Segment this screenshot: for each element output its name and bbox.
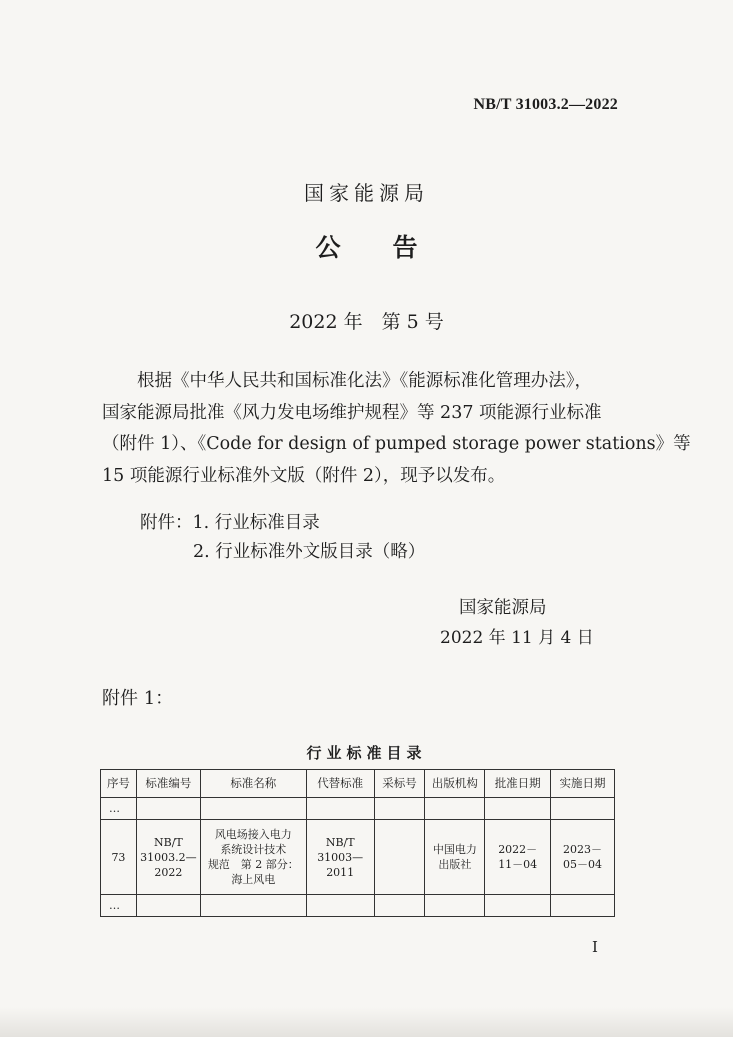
column-header: 实施日期	[551, 770, 615, 798]
appendix-label: 附件 1：	[102, 688, 174, 709]
ellipsis-cell: …	[101, 798, 137, 820]
body-line: 15 项能源行业标准外文版（附件 2），现予以发布。	[102, 465, 506, 486]
table-row-ellipsis	[101, 798, 615, 820]
name-cell: 风电场接入电力 系统设计技术 规范 第 2 部分： 海上风电	[200, 820, 306, 895]
signature-org: 国家能源局	[459, 598, 547, 618]
replaced-cell: NB/T 31003— 2011	[306, 820, 374, 895]
attachment-item: 附件：1. 行业标准目录	[140, 513, 320, 533]
standard-code: NB/T 31003.2—2022	[473, 96, 618, 113]
seq-cell: 73	[101, 820, 137, 895]
table-row-ellipsis	[101, 895, 615, 917]
standards-table	[100, 769, 615, 917]
column-header: 标准名称	[200, 770, 306, 798]
body-line: 国家能源局批准《风力发电场维护规程》等 237 项能源行业标准	[102, 402, 602, 423]
signature-date: 2022 年 11 月 4 日	[440, 628, 594, 648]
agency-title: 国家能源局	[304, 181, 429, 205]
effective-date-cell: 2023－ 05－04	[551, 820, 615, 895]
notice-body	[102, 366, 691, 492]
publisher-cell: 中国电力 出版社	[425, 820, 485, 895]
column-header: 出版机构	[425, 770, 485, 798]
body-line: （附件 1）、《Code for design of pumped storage power stations》等	[102, 434, 691, 454]
column-header: 代替标准	[306, 770, 374, 798]
notice-number: 2022 年 第 5 号	[289, 311, 444, 333]
column-header: 序号	[101, 770, 137, 798]
page-number: I	[592, 938, 598, 956]
column-header: 采标号	[374, 770, 425, 798]
column-header: 标准编号	[136, 770, 200, 798]
table-header-row	[101, 770, 615, 798]
page-edge-shadow	[0, 1007, 733, 1037]
column-header: 批准日期	[485, 770, 551, 798]
notice-title: 公告	[315, 233, 470, 262]
table-row	[101, 820, 615, 895]
adopted-cell	[374, 820, 425, 895]
ellipsis-cell: …	[101, 895, 137, 917]
table-title: 行业标准目录	[306, 744, 427, 762]
approve-date-cell: 2022－ 11－04	[485, 820, 551, 895]
attachment-item: 2. 行业标准外文版目录（略）	[193, 542, 426, 562]
code-cell: NB/T 31003.2— 2022	[136, 820, 200, 895]
body-line: 根据《中华人民共和国标准化法》《能源标准化管理办法》，	[137, 371, 592, 391]
